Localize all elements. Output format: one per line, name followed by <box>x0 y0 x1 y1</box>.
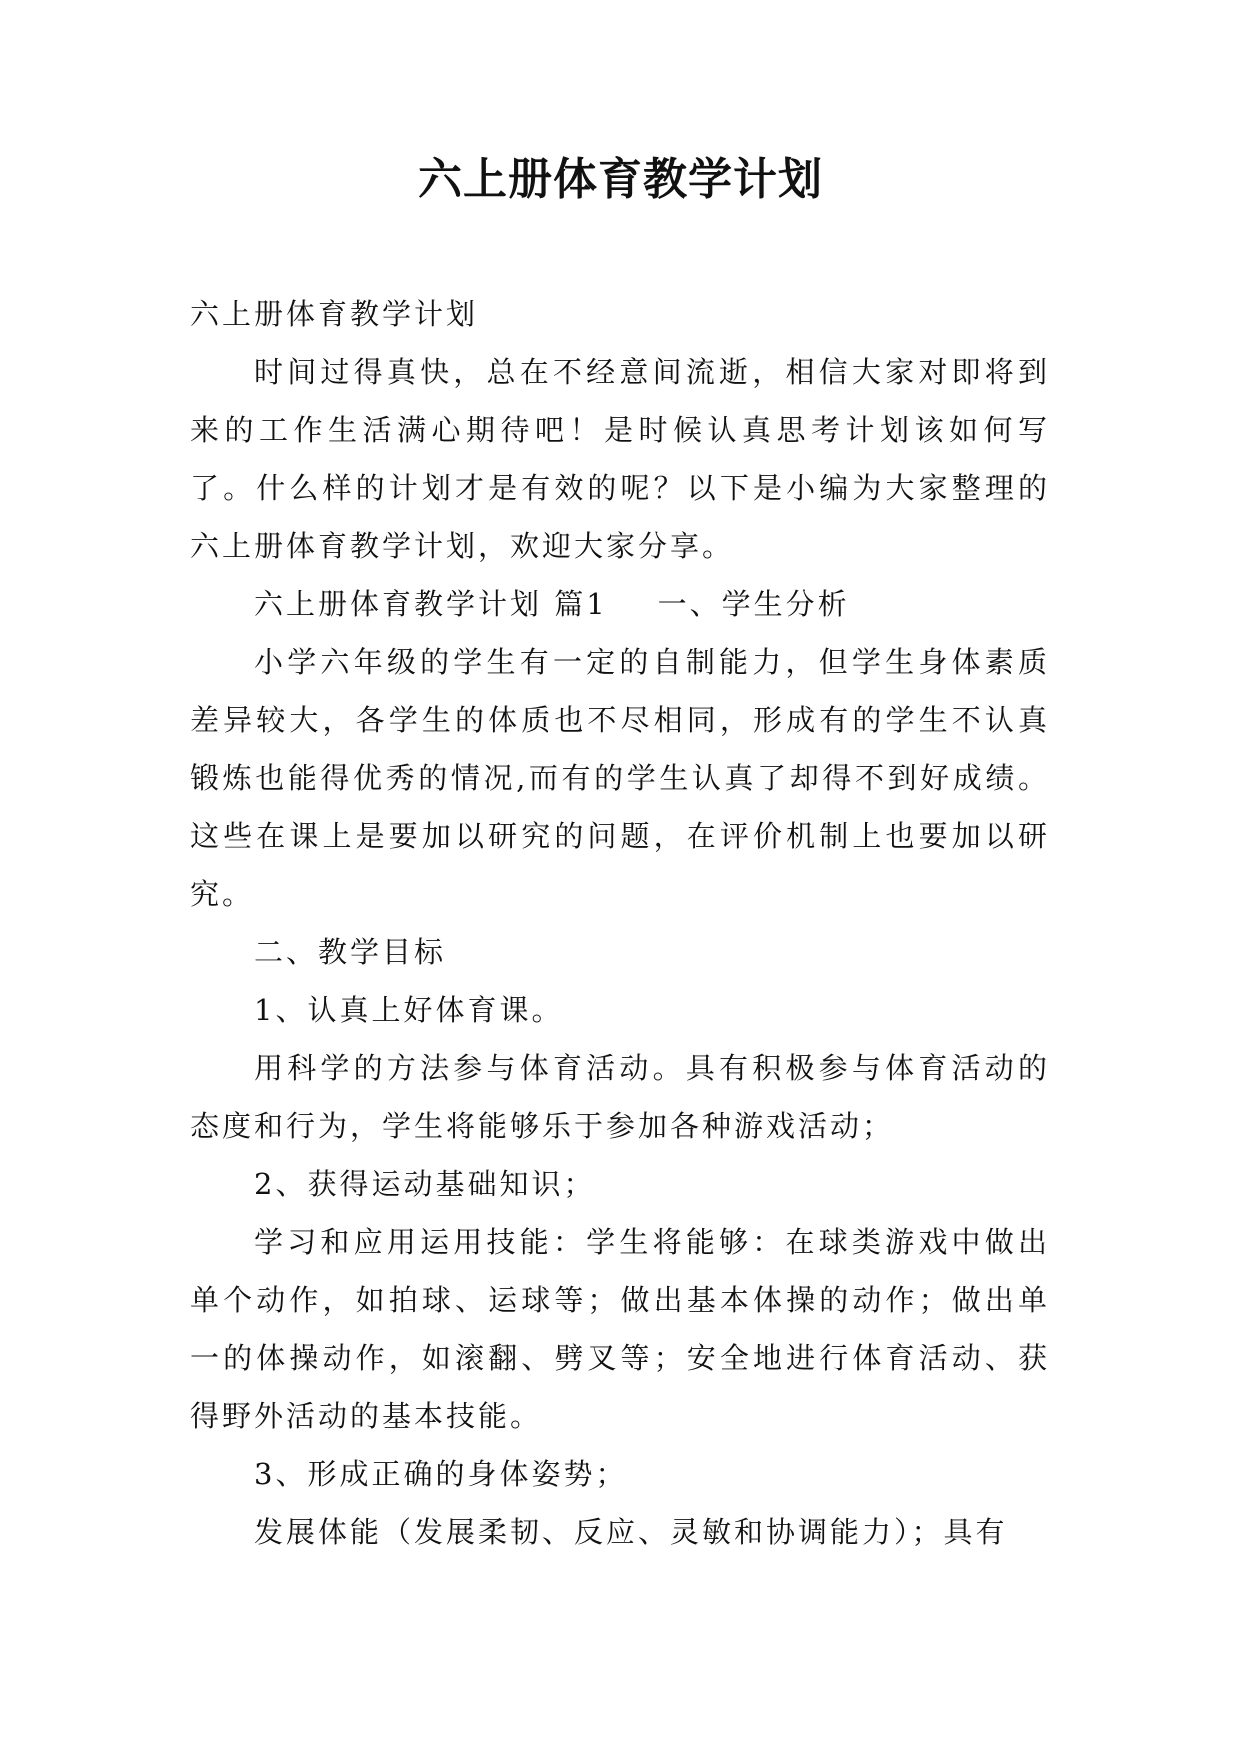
goal3-heading: 3、形成正确的身体姿势； <box>254 1457 628 1491</box>
intro-paragraph: 时间过得真快，总在不经意间流逝，相信大家对即将到来的工作生活满心期待吧！是时候认真思考计划该如何写了。什么样的计划才是有效的呢？以下是小编为大家整理的六上册体育教学计划，欢迎大家分享。 <box>190 355 1050 563</box>
section2-heading: 二、教学目标 <box>254 935 447 969</box>
document-title: 六上册体育教学计划 <box>418 154 823 205</box>
goal3-paragraph: 发展体能（发展柔韧、反应、灵敏和协调能力）；具有 <box>254 1515 1008 1549</box>
section1-paragraph: 小学六年级的学生有一定的自制能力，但学生身体素质差异较大，各学生的体质也不尽相同，形成有的学生不认真锻炼也能得优秀的情况,而有的学生认真了却得不到好成绩。这些在课上是要加以研究的问题，在评价机制上也要加以研究。 <box>190 645 1050 911</box>
section1-heading: 一、学生分析 <box>657 587 850 621</box>
goal2-paragraph: 学习和应用运用技能：学生将能够：在球类游戏中做出单个动作，如拍球、运球等；做出基本体操的动作；做出单一的体操动作，如滚翻、劈叉等；安全地进行体育活动、获得野外活动的基本技能。 <box>190 1225 1050 1433</box>
document-body <box>190 285 1050 1561</box>
goal1-heading: 1、认真上好体育课。 <box>254 993 564 1027</box>
section-heading-line <box>190 575 1050 633</box>
article-part-label: 六上册体育教学计划 篇1 <box>254 587 608 621</box>
goal1-paragraph: 用科学的方法参与体育活动。具有积极参与体育活动的态度和行为，学生将能够乐于参加各种游戏活动； <box>190 1051 1050 1143</box>
goal2-heading: 2、获得运动基础知识； <box>254 1167 596 1201</box>
document-subtitle: 六上册体育教学计划 <box>190 297 479 331</box>
